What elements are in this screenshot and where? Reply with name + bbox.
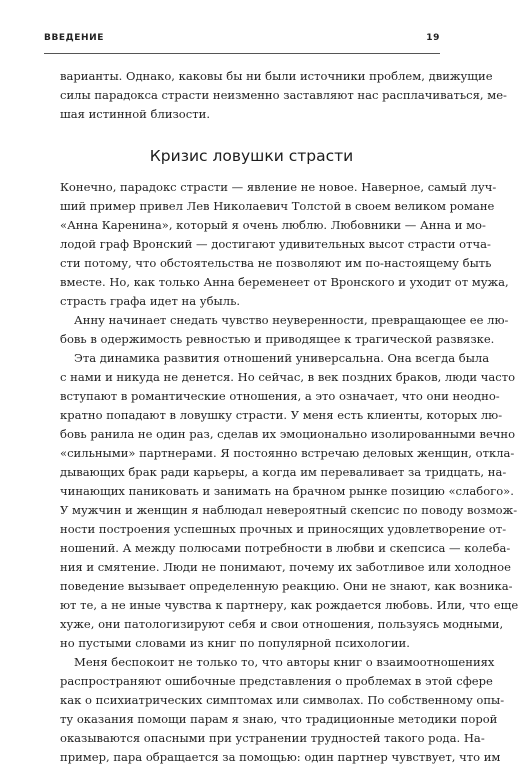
- text-line: Конечно, парадокс страсти — явление не новое. Наверное, самый луч-: [60, 180, 497, 194]
- header-rule: [44, 53, 440, 54]
- text-line: вступают в романтические отношения, а это означает, что они неодно-: [60, 389, 500, 403]
- text-line: силы парадокса страсти неизменно заставляют нас расплачиваться, ме-: [60, 88, 507, 102]
- text-line: ношений. А между полюсами потребности в любви и скепсиса — колеба-: [60, 541, 511, 555]
- text-line: Меня беспокоит не только то, что авторы книг о взаимоотношениях: [74, 655, 495, 669]
- running-header: [44, 33, 440, 47]
- paragraph-4: [60, 653, 505, 767]
- text-line: ший пример привел Лев Николаевич Толстой в своем великом романе: [60, 199, 495, 213]
- text-line: Анну начинает снедать чувство неуверенности, превращающее ее лю-: [74, 313, 509, 327]
- text-line: распространяют ошибочные представления о проблемах в этой сфере: [60, 674, 493, 688]
- text-line: дывающих брак ради карьеры, а когда им переваливает за тридцать, на-: [60, 465, 507, 479]
- continuation-paragraph: [60, 67, 507, 124]
- text-line: пример, пара обращается за помощью: один партнер чувствует, что им: [60, 750, 501, 764]
- text-line: ния и смятение. Люди не понимают, почему их заботливое или холодное: [60, 560, 511, 574]
- body-text: [60, 67, 518, 767]
- text-line: чинающих паниковать и занимать на брачном рынке позицию «слабого».: [60, 484, 514, 498]
- text-line: вместе. Но, как только Анна беременеет от Вронского и уходит от мужа,: [60, 275, 509, 289]
- page-number: 19: [426, 33, 440, 43]
- text-line: страсть графа идет на убыль.: [60, 294, 241, 308]
- text-line: «сильными» партнерами. Я постоянно встречаю деловых женщин, откла-: [60, 446, 515, 460]
- text-line: поведение вызывает определенную реакцию. Они не знают, как возника-: [60, 579, 513, 593]
- text-line: бовь в одержимость ревностью и приводящее к трагической развязке.: [60, 332, 495, 346]
- text-line: лодой граф Вронский — достигают удивительных высот страсти отча-: [60, 237, 491, 251]
- text-line: бовь ранила не один раз, сделав их эмоционально изолированными вечно: [60, 427, 516, 441]
- text-line: с нами и никуда не денется. Но сейчас, в век поздних браков, люди часто: [60, 370, 516, 384]
- text-line: но пустыми словами из книг по популярной психологии.: [60, 636, 410, 650]
- text-line: ют те, а не иные чувства к партнеру, как рождается любовь. Или, что еще: [60, 598, 518, 612]
- section-heading: Кризис ловушки страсти: [149, 147, 354, 165]
- text-line: «Анна Каренина», который я очень люблю. Любовники — Анна и мо-: [60, 218, 486, 232]
- text-line: шая истинной близости.: [60, 107, 210, 121]
- text-line: варианты. Однако, каковы бы ни были источники проблем, движущие: [60, 69, 493, 83]
- text-line: сти потому, что обстоятельства не позволяют им по-настоящему быть: [60, 256, 492, 270]
- paragraph-1: [60, 178, 509, 311]
- text-line: кратно попадают в ловушку страсти. У меня есть клиенты, которых лю-: [60, 408, 503, 422]
- text-line: Эта динамика развития отношений универсальна. Она всегда была: [74, 351, 490, 365]
- paragraph-3: [60, 349, 518, 653]
- text-line: хуже, они патологизируют себя и свои отношения, пользуясь модными,: [60, 617, 504, 631]
- chapter-title: ВВЕДЕНИЕ: [44, 33, 105, 43]
- text-line: У мужчин и женщин я наблюдал невероятный скепсис по поводу возмож-: [60, 503, 518, 517]
- text-line: ности построения успешных прочных и приносящих удовлетворение от-: [60, 522, 507, 536]
- text-line: как о психиатрических симптомах или символах. По собственному опы-: [60, 693, 505, 707]
- text-line: оказываются опасными при устранении трудностей такого рода. На-: [60, 731, 485, 745]
- paragraph-2: [60, 311, 509, 349]
- text-line: ту оказания помощи парам я знаю, что традиционные методики порой: [60, 712, 498, 726]
